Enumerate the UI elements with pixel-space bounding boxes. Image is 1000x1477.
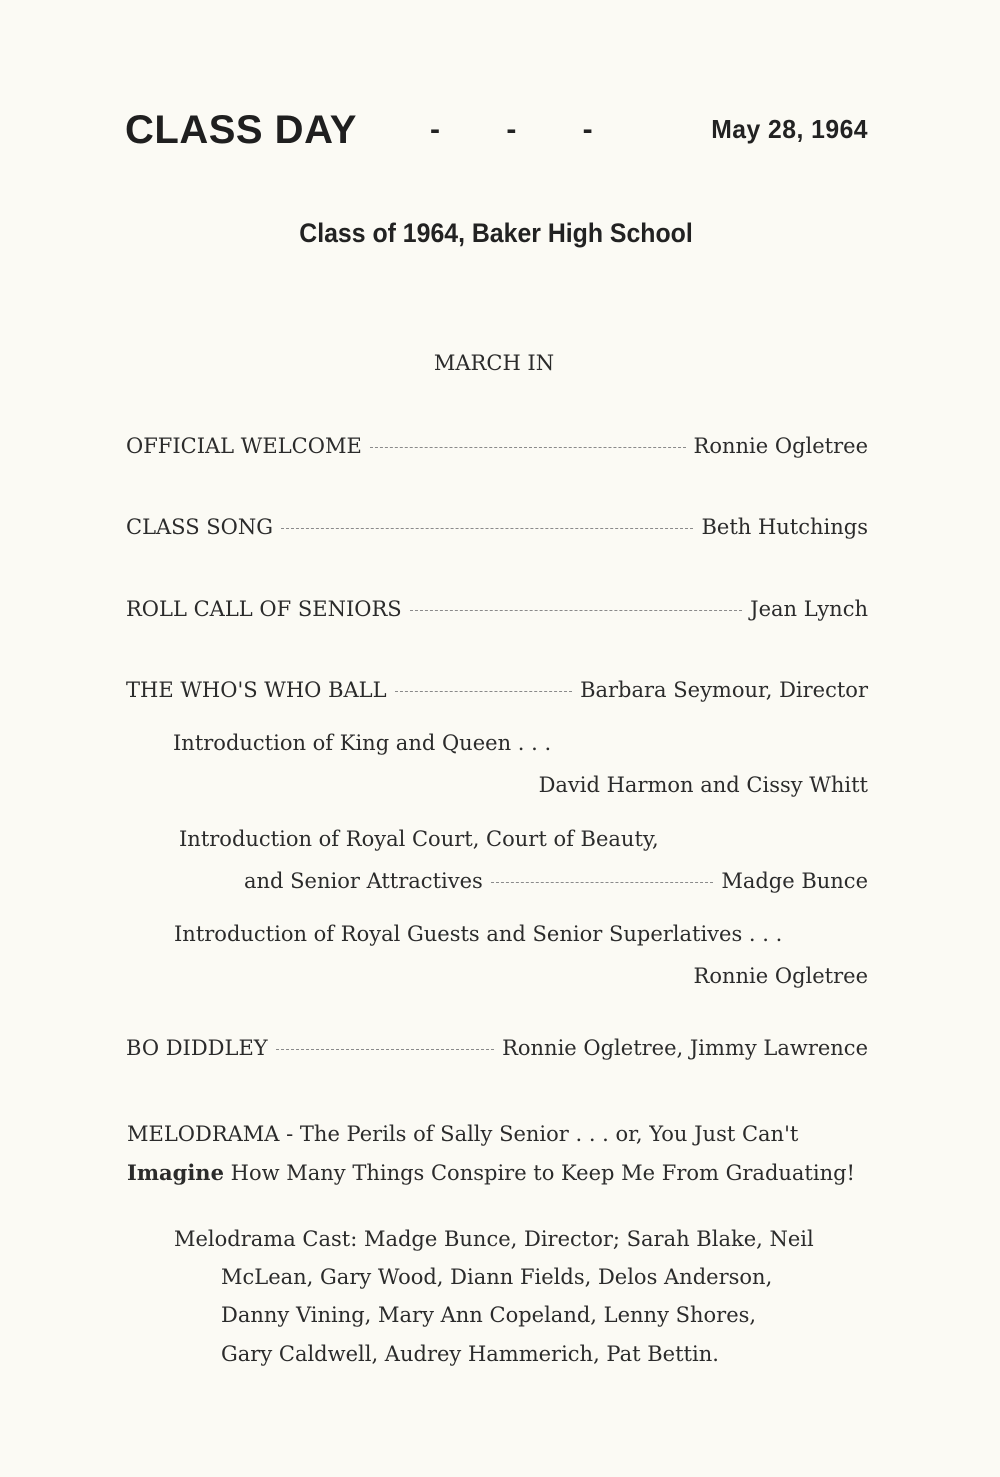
ball-attractives — [244, 869, 868, 893]
entry-item: and Senior Attractives — [244, 869, 483, 893]
entry-person: Jean Lynch — [750, 597, 868, 621]
melodrama-imagine: Imagine — [127, 1160, 224, 1185]
entry-item: CLASS SONG — [126, 515, 274, 539]
melodrama-line-1: MELODRAMA - The Perils of Sally Senior . . . or, You Just Can't — [127, 1122, 799, 1146]
melodrama-cast-line: Melodrama Cast: Madge Bunce, Director; Sarah Blake, Neil — [174, 1227, 814, 1251]
entry-person: Ronnie Ogletree, Jimmy Lawrence — [502, 1036, 868, 1060]
ball-king-queen-people: David Harmon and Cissy Whitt — [538, 773, 868, 797]
dotted-leader — [410, 610, 743, 611]
page-title: CLASS DAY — [125, 108, 357, 152]
entry-item: OFFICIAL WELCOME — [126, 434, 362, 458]
ball-royal-guests: Introduction of Royal Guests and Senior Superlatives . . . — [174, 922, 783, 946]
program-entry-welcome — [126, 434, 868, 458]
program-entry-bo-diddley — [126, 1036, 868, 1060]
entry-person: Madge Bunce — [721, 869, 868, 893]
ball-royal-guests-person: Ronnie Ogletree — [693, 964, 868, 988]
melodrama-cast-line: Danny Vining, Mary Ann Copeland, Lenny Shores, — [221, 1303, 757, 1327]
melodrama-cast-line: Gary Caldwell, Audrey Hammerich, Pat Bettin. — [221, 1342, 719, 1366]
program-entry-ball — [126, 678, 868, 702]
title-dashes: - - - — [430, 113, 593, 146]
program-entry-class-song — [126, 515, 868, 539]
entry-item: ROLL CALL OF SENIORS — [126, 597, 402, 621]
melodrama-line-2-rest: How Many Things Conspire to Keep Me From Graduating! — [223, 1161, 855, 1185]
dotted-leader — [370, 447, 686, 448]
dotted-leader — [281, 528, 693, 529]
dotted-leader — [491, 882, 714, 883]
page-subtitle: Class of 1964, Baker High School — [299, 218, 693, 248]
melodrama-line-2 — [127, 1160, 855, 1185]
ball-royal-court: Introduction of Royal Court, Court of Beauty, — [179, 827, 659, 851]
march-in: MARCH IN — [433, 351, 555, 375]
program-entry-roll-call — [126, 597, 868, 621]
dotted-leader — [276, 1049, 494, 1050]
ball-king-queen: Introduction of King and Queen . . . — [173, 731, 552, 755]
melodrama-cast-line: McLean, Gary Wood, Diann Fields, Delos Anderson, — [221, 1265, 773, 1289]
entry-person: Barbara Seymour, Director — [580, 678, 868, 702]
event-date: May 28, 1964 — [711, 114, 868, 144]
entry-person: Ronnie Ogletree — [693, 434, 868, 458]
entry-item: THE WHO'S WHO BALL — [126, 678, 387, 702]
entry-item: BO DIDDLEY — [126, 1036, 268, 1060]
dotted-leader — [395, 691, 573, 692]
entry-person: Beth Hutchings — [701, 515, 868, 539]
